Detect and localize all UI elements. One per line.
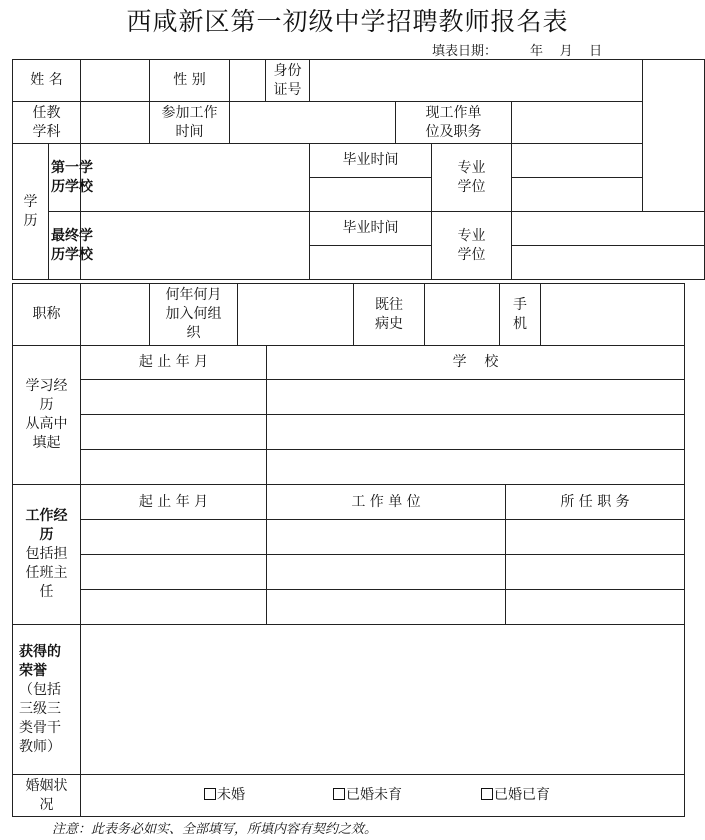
checkbox-married-with-child[interactable] [481, 788, 493, 800]
study-period-cell[interactable] [81, 415, 267, 450]
study-period-cell[interactable] [81, 450, 267, 485]
header-work-unit: 工 作 单 位 [267, 485, 506, 520]
label-marital-status: 婚姻状 况 [13, 775, 81, 817]
option-married-no-child-label: 已婚未育 [346, 787, 402, 803]
header-work-position: 所 任 职 务 [506, 485, 685, 520]
field-medical-history[interactable] [425, 284, 500, 346]
field-major-2a[interactable] [512, 212, 705, 246]
checkbox-unmarried[interactable] [204, 788, 216, 800]
label-major-2: 专业 学位 [432, 212, 512, 280]
field-phone[interactable] [541, 284, 685, 346]
work-position-cell[interactable] [506, 555, 685, 590]
header-study-period: 起 止 年 月 [81, 346, 267, 380]
label-subject: 任教 学科 [13, 102, 81, 144]
work-period-cell[interactable] [81, 590, 267, 625]
study-school-cell[interactable] [267, 450, 685, 485]
option-married-with-child[interactable] [481, 786, 550, 805]
label-honors [13, 625, 81, 775]
option-unmarried-label: 未婚 [217, 787, 245, 803]
label-work-start: 参加工作 时间 [150, 102, 230, 144]
label-party: 何年何月 加入何组 织 [150, 284, 238, 346]
option-married-with-child-label: 已婚已育 [494, 787, 550, 803]
field-title[interactable] [81, 284, 150, 346]
option-married-no-child[interactable] [333, 786, 402, 805]
study-period-cell[interactable] [81, 380, 267, 415]
title-row-table [12, 283, 685, 346]
checkbox-married-no-child[interactable] [333, 788, 345, 800]
basic-info-table [12, 59, 705, 280]
field-work-start[interactable] [230, 102, 396, 144]
label-work-history [13, 485, 81, 625]
study-history-table [12, 345, 685, 485]
label-first-school: 第一学 历学校 [49, 144, 81, 212]
label-work-history-bold: 工作经 历 [25, 508, 68, 543]
field-gender[interactable] [230, 60, 266, 102]
label-work-history-note: 包括担 任班主 任 [25, 546, 68, 600]
label-study-history: 学习经 历 从高中 填起 [13, 346, 81, 485]
study-school-cell[interactable] [267, 415, 685, 450]
edu-label-bottom: 历 [13, 212, 49, 280]
work-position-cell[interactable] [506, 520, 685, 555]
field-id-number[interactable] [310, 60, 643, 102]
label-honors-note: （包括 三级三 类骨干 教师） [19, 681, 61, 755]
field-grad-time-2[interactable] [310, 246, 432, 280]
label-id-number: 身份 证号 [266, 60, 310, 102]
fill-date: 填表日期： 年 月 日 [432, 44, 603, 59]
label-phone: 手 机 [500, 284, 541, 346]
study-school-cell[interactable] [267, 380, 685, 415]
work-position-cell[interactable] [506, 590, 685, 625]
label-name: 姓 名 [13, 60, 81, 102]
field-current-job[interactable] [512, 102, 643, 144]
field-party[interactable] [238, 284, 354, 346]
label-final-school: 最终学 历学校 [49, 212, 81, 280]
honors-marital-table [12, 624, 685, 817]
label-honors-bold: 获得的 荣誉 [19, 643, 61, 679]
label-current-job: 现工作单 位及职务 [396, 102, 512, 144]
header-school: 学 校 [267, 346, 685, 380]
marital-options [81, 775, 685, 817]
work-unit-cell[interactable] [267, 520, 506, 555]
work-unit-cell[interactable] [267, 555, 506, 590]
label-grad-time-2: 毕业时间 [310, 212, 432, 246]
footer-note: 注意：此表务必如实、全部填写，所填内容有契约之效。 [52, 822, 378, 837]
label-medical-history: 既往 病史 [354, 284, 425, 346]
field-final-school[interactable] [81, 212, 310, 280]
label-title: 职称 [13, 284, 81, 346]
header-work-period: 起 止 年 月 [81, 485, 267, 520]
form-title: 西咸新区第一初级中学招聘教师报名表 [126, 7, 569, 36]
label-grad-time-1: 毕业时间 [310, 144, 432, 178]
work-period-cell[interactable] [81, 555, 267, 590]
field-name[interactable] [81, 60, 150, 102]
label-major-1: 专业 学位 [432, 144, 512, 212]
field-major-2b[interactable] [512, 246, 705, 280]
work-history-table [12, 484, 685, 625]
work-unit-cell[interactable] [267, 590, 506, 625]
edu-label-top: 学 [13, 144, 49, 212]
field-grad-time-1[interactable] [310, 178, 432, 212]
field-first-school[interactable] [81, 144, 310, 212]
work-period-cell[interactable] [81, 520, 267, 555]
field-subject[interactable] [81, 102, 150, 144]
photo-box[interactable] [643, 60, 705, 212]
field-honors[interactable] [81, 625, 685, 775]
field-major-1b[interactable] [512, 178, 643, 212]
label-gender: 性 别 [150, 60, 230, 102]
field-major-1a[interactable] [512, 144, 643, 178]
option-unmarried[interactable] [204, 786, 245, 805]
